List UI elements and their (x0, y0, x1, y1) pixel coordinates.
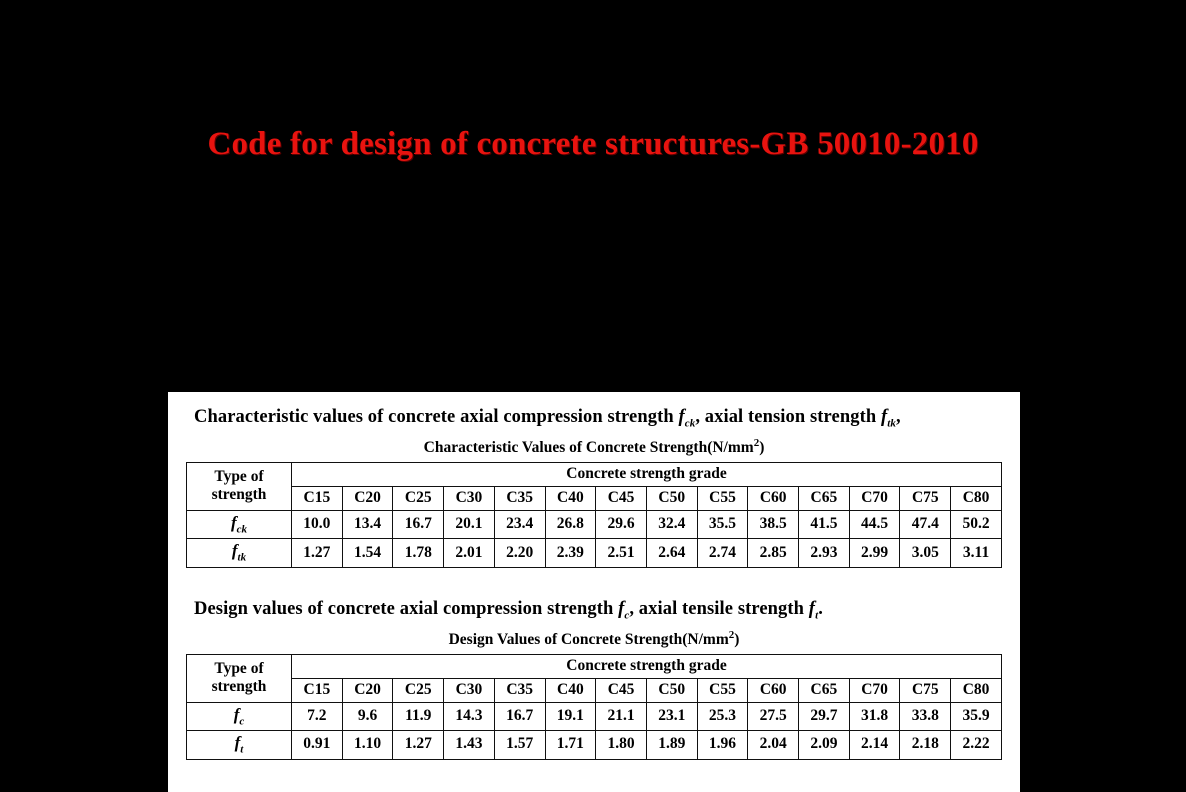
table-1-grade-cell: C35 (494, 487, 545, 511)
symbol-letter: f (230, 513, 237, 533)
table-2-value-cell: 16.7 (494, 702, 545, 730)
symbol-subscript: tk (237, 551, 247, 564)
table-1-value-cell: 1.54 (342, 539, 393, 567)
table-row (187, 702, 1002, 730)
table-2-grade-cell: C60 (748, 678, 799, 702)
table-1-value-cell: 2.20 (494, 539, 545, 567)
table-1-value-cell: 41.5 (799, 511, 850, 539)
table-1-value-cell: 35.5 (697, 511, 748, 539)
symbol-letter: f (231, 541, 238, 561)
table-2-value-cell: 1.27 (393, 731, 444, 759)
table-1-value-cell: 44.5 (849, 511, 900, 539)
table-1-value-cell: 2.51 (596, 539, 647, 567)
table-1-group-header: Concrete strength grade (292, 463, 1002, 487)
table-1-value-cell: 38.5 (748, 511, 799, 539)
table-1-value-cell: 23.4 (494, 511, 545, 539)
table-2-value-cell: 2.09 (799, 731, 850, 759)
table-2-value-cell: 2.18 (900, 731, 951, 759)
table-2-grade-cell: C30 (444, 678, 495, 702)
table-2-value-cell: 0.91 (292, 731, 343, 759)
page-title: Code for design of concrete structures-GB 50010-2010 (207, 126, 979, 162)
table-1-heading-symbol-2: f (880, 407, 888, 427)
table-1-grade-cell: C40 (545, 487, 596, 511)
table-1-value-cell: 10.0 (292, 511, 343, 539)
table-1-value-cell: 13.4 (342, 511, 393, 539)
table-2-value-cell: 1.89 (646, 731, 697, 759)
table-2-value-cell: 7.2 (292, 702, 343, 730)
table-2-type-line2: strength (211, 677, 267, 695)
table-2-heading-symbol-1-sub: c (624, 609, 630, 622)
table-1-value-cell: 2.01 (444, 539, 495, 567)
table-1-heading-symbol-1: f (678, 407, 685, 427)
table-2-type-header (187, 654, 292, 702)
table-2-row-1-symbol (187, 731, 292, 759)
table-2-group-header: Concrete strength grade (292, 654, 1002, 678)
table-1-value-cell: 2.99 (849, 539, 900, 567)
table-2-subtitle-end: ) (734, 630, 740, 648)
table-row (187, 731, 1002, 759)
table-1-grade-cell: C80 (951, 487, 1002, 511)
table-1-grade-cell: C60 (748, 487, 799, 511)
table-row (187, 654, 1002, 678)
table-1-row-1-symbol (187, 539, 292, 567)
table-1-value-cell: 2.74 (697, 539, 748, 567)
table-1-value-cell: 3.11 (951, 539, 1002, 567)
table-2-grade-cell: C20 (342, 678, 393, 702)
design-values-table (186, 654, 1002, 760)
table-2-value-cell: 1.71 (545, 731, 596, 759)
table-1-value-cell: 32.4 (646, 511, 697, 539)
table-1-row-0-symbol (187, 511, 292, 539)
symbol-letter: f (233, 704, 240, 724)
table-2-value-cell: 19.1 (545, 702, 596, 730)
table-1-heading-suffix: , (895, 407, 901, 427)
table-2-grade-cell: C25 (393, 678, 444, 702)
table-1-value-cell: 2.64 (646, 539, 697, 567)
table-2-value-cell: 23.1 (646, 702, 697, 730)
table-2-heading-middle: , axial tensile strength (629, 598, 809, 619)
table-1-grade-cell: C65 (799, 487, 850, 511)
table-1-heading-symbol-1-sub: ck (684, 417, 696, 430)
table-2-value-cell: 2.22 (951, 731, 1002, 759)
symbol-letter: f (234, 733, 241, 753)
table-2-value-cell: 29.7 (799, 702, 850, 730)
table-1-grade-cell: C55 (697, 487, 748, 511)
table-2-value-cell: 33.8 (900, 702, 951, 730)
table-1-heading (194, 406, 1006, 431)
table-1-grade-cell: C75 (900, 487, 951, 511)
table-1-type-line2: strength (211, 486, 267, 504)
table-1-value-cell: 20.1 (444, 511, 495, 539)
table-2-grade-cell: C75 (900, 678, 951, 702)
table-2-subtitle-text: Design Values of Concrete Strength(N/mm (448, 630, 729, 648)
table-2-heading-symbol-2-sub: t (815, 609, 819, 622)
table-1-value-cell: 50.2 (951, 511, 1002, 539)
table-1-value-cell: 26.8 (545, 511, 596, 539)
table-2-value-cell: 1.57 (494, 731, 545, 759)
table-row (187, 511, 1002, 539)
table-1-value-cell: 16.7 (393, 511, 444, 539)
table-1-grade-cell: C50 (646, 487, 697, 511)
symbol-subscript: ck (236, 523, 248, 536)
table-2-grade-cell: C55 (697, 678, 748, 702)
table-2-value-cell: 1.96 (697, 731, 748, 759)
table-2-grade-cell: C70 (849, 678, 900, 702)
table-1-type-header (187, 463, 292, 511)
table-2-value-cell: 14.3 (444, 702, 495, 730)
table-1-value-cell: 2.93 (799, 539, 850, 567)
table-2-value-cell: 1.80 (596, 731, 647, 759)
table-2-value-cell: 2.14 (849, 731, 900, 759)
table-2-value-cell: 27.5 (748, 702, 799, 730)
table-2-subtitle (182, 629, 1006, 649)
table-1-grade-cell: C25 (393, 487, 444, 511)
table-2-value-cell: 21.1 (596, 702, 647, 730)
table-2-value-cell: 1.43 (444, 731, 495, 759)
table-2-grade-cell: C65 (799, 678, 850, 702)
table-2-heading (194, 598, 1006, 623)
table-1-subtitle (182, 437, 1006, 457)
table-2-heading-symbol-1: f (618, 598, 625, 619)
table-1-subtitle-end: ) (759, 439, 765, 457)
symbol-subscript: t (240, 743, 244, 756)
table-1-grade-cell: C45 (596, 487, 647, 511)
table-2-grade-cell: C50 (646, 678, 697, 702)
table-1-grade-cell: C20 (342, 487, 393, 511)
table-1-value-cell: 3.05 (900, 539, 951, 567)
table-1-grade-cell: C15 (292, 487, 343, 511)
table-row (187, 539, 1002, 567)
table-1-grade-cell: C30 (444, 487, 495, 511)
table-1-subtitle-text: Characteristic Values of Concrete Strength(N/mm (423, 439, 754, 457)
table-2-subtitle-sup: 2 (728, 628, 735, 641)
table-2-grade-cell: C40 (545, 678, 596, 702)
symbol-subscript: c (239, 715, 245, 728)
scanned-table-figure (168, 392, 1020, 792)
table-2-row-0-symbol (187, 702, 292, 730)
table-1-grade-cell: C70 (849, 487, 900, 511)
table-1-heading-symbol-2-sub: tk (887, 417, 896, 430)
table-2-heading-prefix: Design values of concrete axial compression strength (194, 598, 619, 619)
table-1-value-cell: 29.6 (596, 511, 647, 539)
table-1-value-cell: 1.78 (393, 539, 444, 567)
table-2-value-cell: 2.04 (748, 731, 799, 759)
table-2-grade-cell: C35 (494, 678, 545, 702)
table-2-value-cell: 31.8 (849, 702, 900, 730)
table-2-value-cell: 25.3 (697, 702, 748, 730)
table-row (187, 487, 1002, 511)
table-1-type-line1: Type of (214, 468, 264, 486)
table-row (187, 678, 1002, 702)
table-2-value-cell: 11.9 (393, 702, 444, 730)
table-1-subtitle-sup: 2 (753, 436, 760, 449)
table-2-value-cell: 35.9 (951, 702, 1002, 730)
table-1-heading-prefix: Characteristic values of concrete axial compression strength (194, 407, 679, 427)
characteristic-values-table (186, 462, 1002, 568)
table-2-value-cell: 9.6 (342, 702, 393, 730)
table-2-grade-cell: C15 (292, 678, 343, 702)
table-2-grade-cell: C80 (951, 678, 1002, 702)
table-2-grade-cell: C45 (596, 678, 647, 702)
section-gap (182, 568, 1006, 594)
table-1-value-cell: 2.85 (748, 539, 799, 567)
table-row (187, 463, 1002, 487)
table-2-heading-suffix: . (818, 598, 823, 619)
table-2-type-line1: Type of (214, 659, 264, 677)
table-1-value-cell: 47.4 (900, 511, 951, 539)
table-2-value-cell: 1.10 (342, 731, 393, 759)
table-2-heading-symbol-2: f (808, 598, 816, 619)
table-1-heading-middle: , axial tension strength (695, 407, 881, 427)
table-1-value-cell: 1.27 (292, 539, 343, 567)
table-1-value-cell: 2.39 (545, 539, 596, 567)
